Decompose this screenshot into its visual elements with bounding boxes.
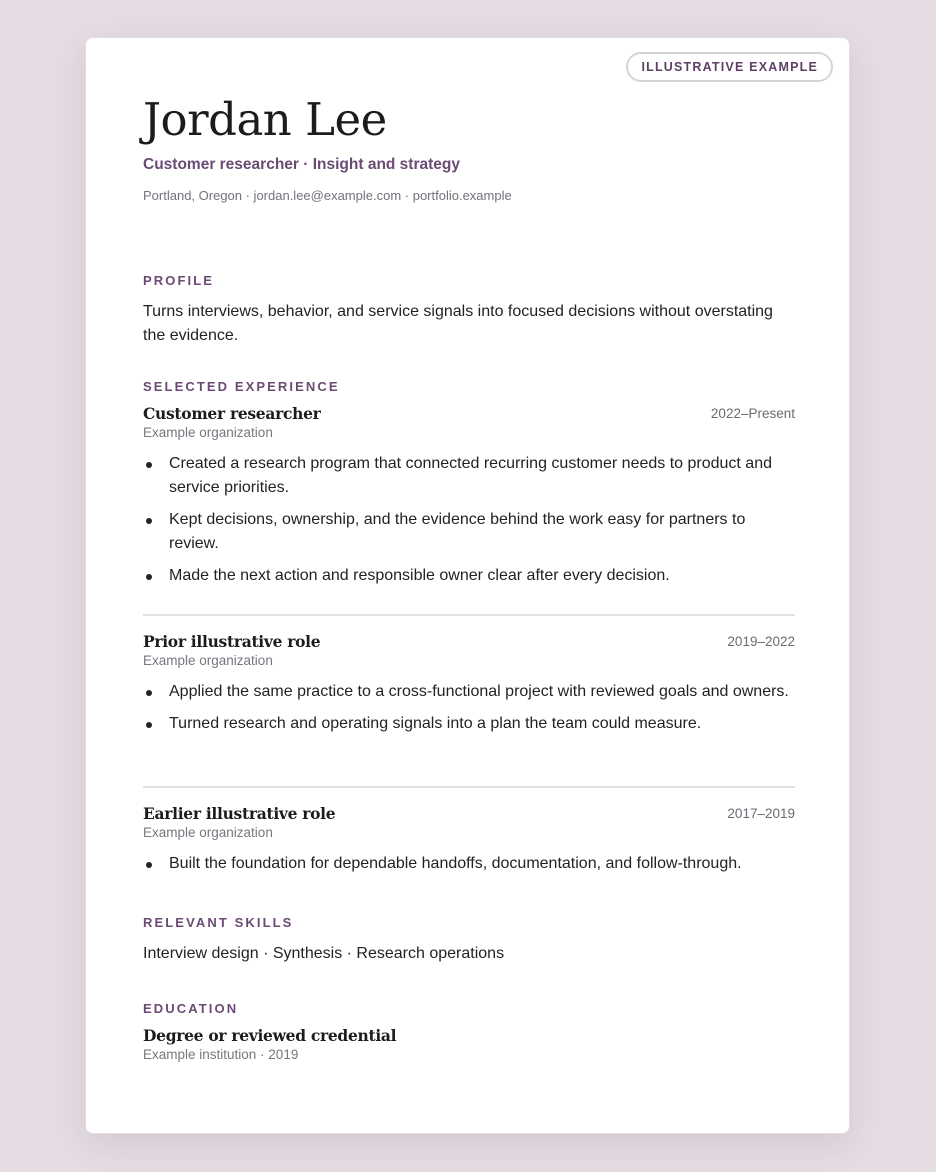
role-dates: 2019–2022	[727, 634, 795, 649]
skills-heading: RELEVANT SKILLS	[143, 915, 294, 930]
role-title: Earlier illustrative role	[143, 804, 336, 823]
experience-heading: SELECTED EXPERIENCE	[143, 379, 340, 394]
role-bullet: Kept decisions, ownership, and the evidence behind the work easy for partners to review.	[143, 508, 795, 556]
role-divider	[143, 786, 795, 788]
role-title: Prior illustrative role	[143, 632, 321, 651]
skills-text: Interview design · Synthesis · Research operations	[143, 945, 505, 962]
role-bullets	[143, 452, 795, 596]
role-dates: 2022–Present	[710, 406, 795, 421]
education-degree: Degree or reviewed credential	[143, 1026, 397, 1045]
role-divider	[143, 614, 795, 616]
role-bullets	[143, 680, 795, 744]
role-title: Customer researcher	[143, 404, 321, 423]
candidate-tagline: Customer researcher · Insight and strategy	[143, 156, 460, 173]
education-detail: Example institution · 2019	[143, 1047, 299, 1062]
profile-text: Turns interviews, behavior, and service signals into focused decisions without overstating the evidence.	[143, 303, 773, 344]
contact-line: Portland, Oregon · jordan.lee@example.com · portfolio.example	[143, 188, 512, 203]
candidate-name: Jordan Lee	[143, 93, 387, 146]
role-organization: Example organization	[143, 825, 273, 840]
role-bullet: Made the next action and responsible owner clear after every decision.	[143, 564, 795, 588]
role-bullet: Built the foundation for dependable handoffs, documentation, and follow-through.	[143, 852, 795, 876]
role-bullet: Turned research and operating signals into a plan the team could measure.	[143, 712, 795, 736]
role-organization: Example organization	[143, 425, 273, 440]
education-heading: EDUCATION	[143, 1001, 239, 1016]
role-dates: 2017–2019	[727, 806, 795, 821]
role-bullet: Applied the same practice to a cross-functional project with reviewed goals and owners.	[143, 680, 795, 704]
resume-page	[85, 37, 850, 1134]
role-bullets	[143, 852, 795, 884]
illustrative-example-badge: ILLUSTRATIVE EXAMPLE	[626, 52, 833, 82]
profile-heading: PROFILE	[143, 273, 215, 288]
role-organization: Example organization	[143, 653, 273, 668]
role-bullet: Created a research program that connected recurring customer needs to product and service priorities.	[143, 452, 795, 500]
